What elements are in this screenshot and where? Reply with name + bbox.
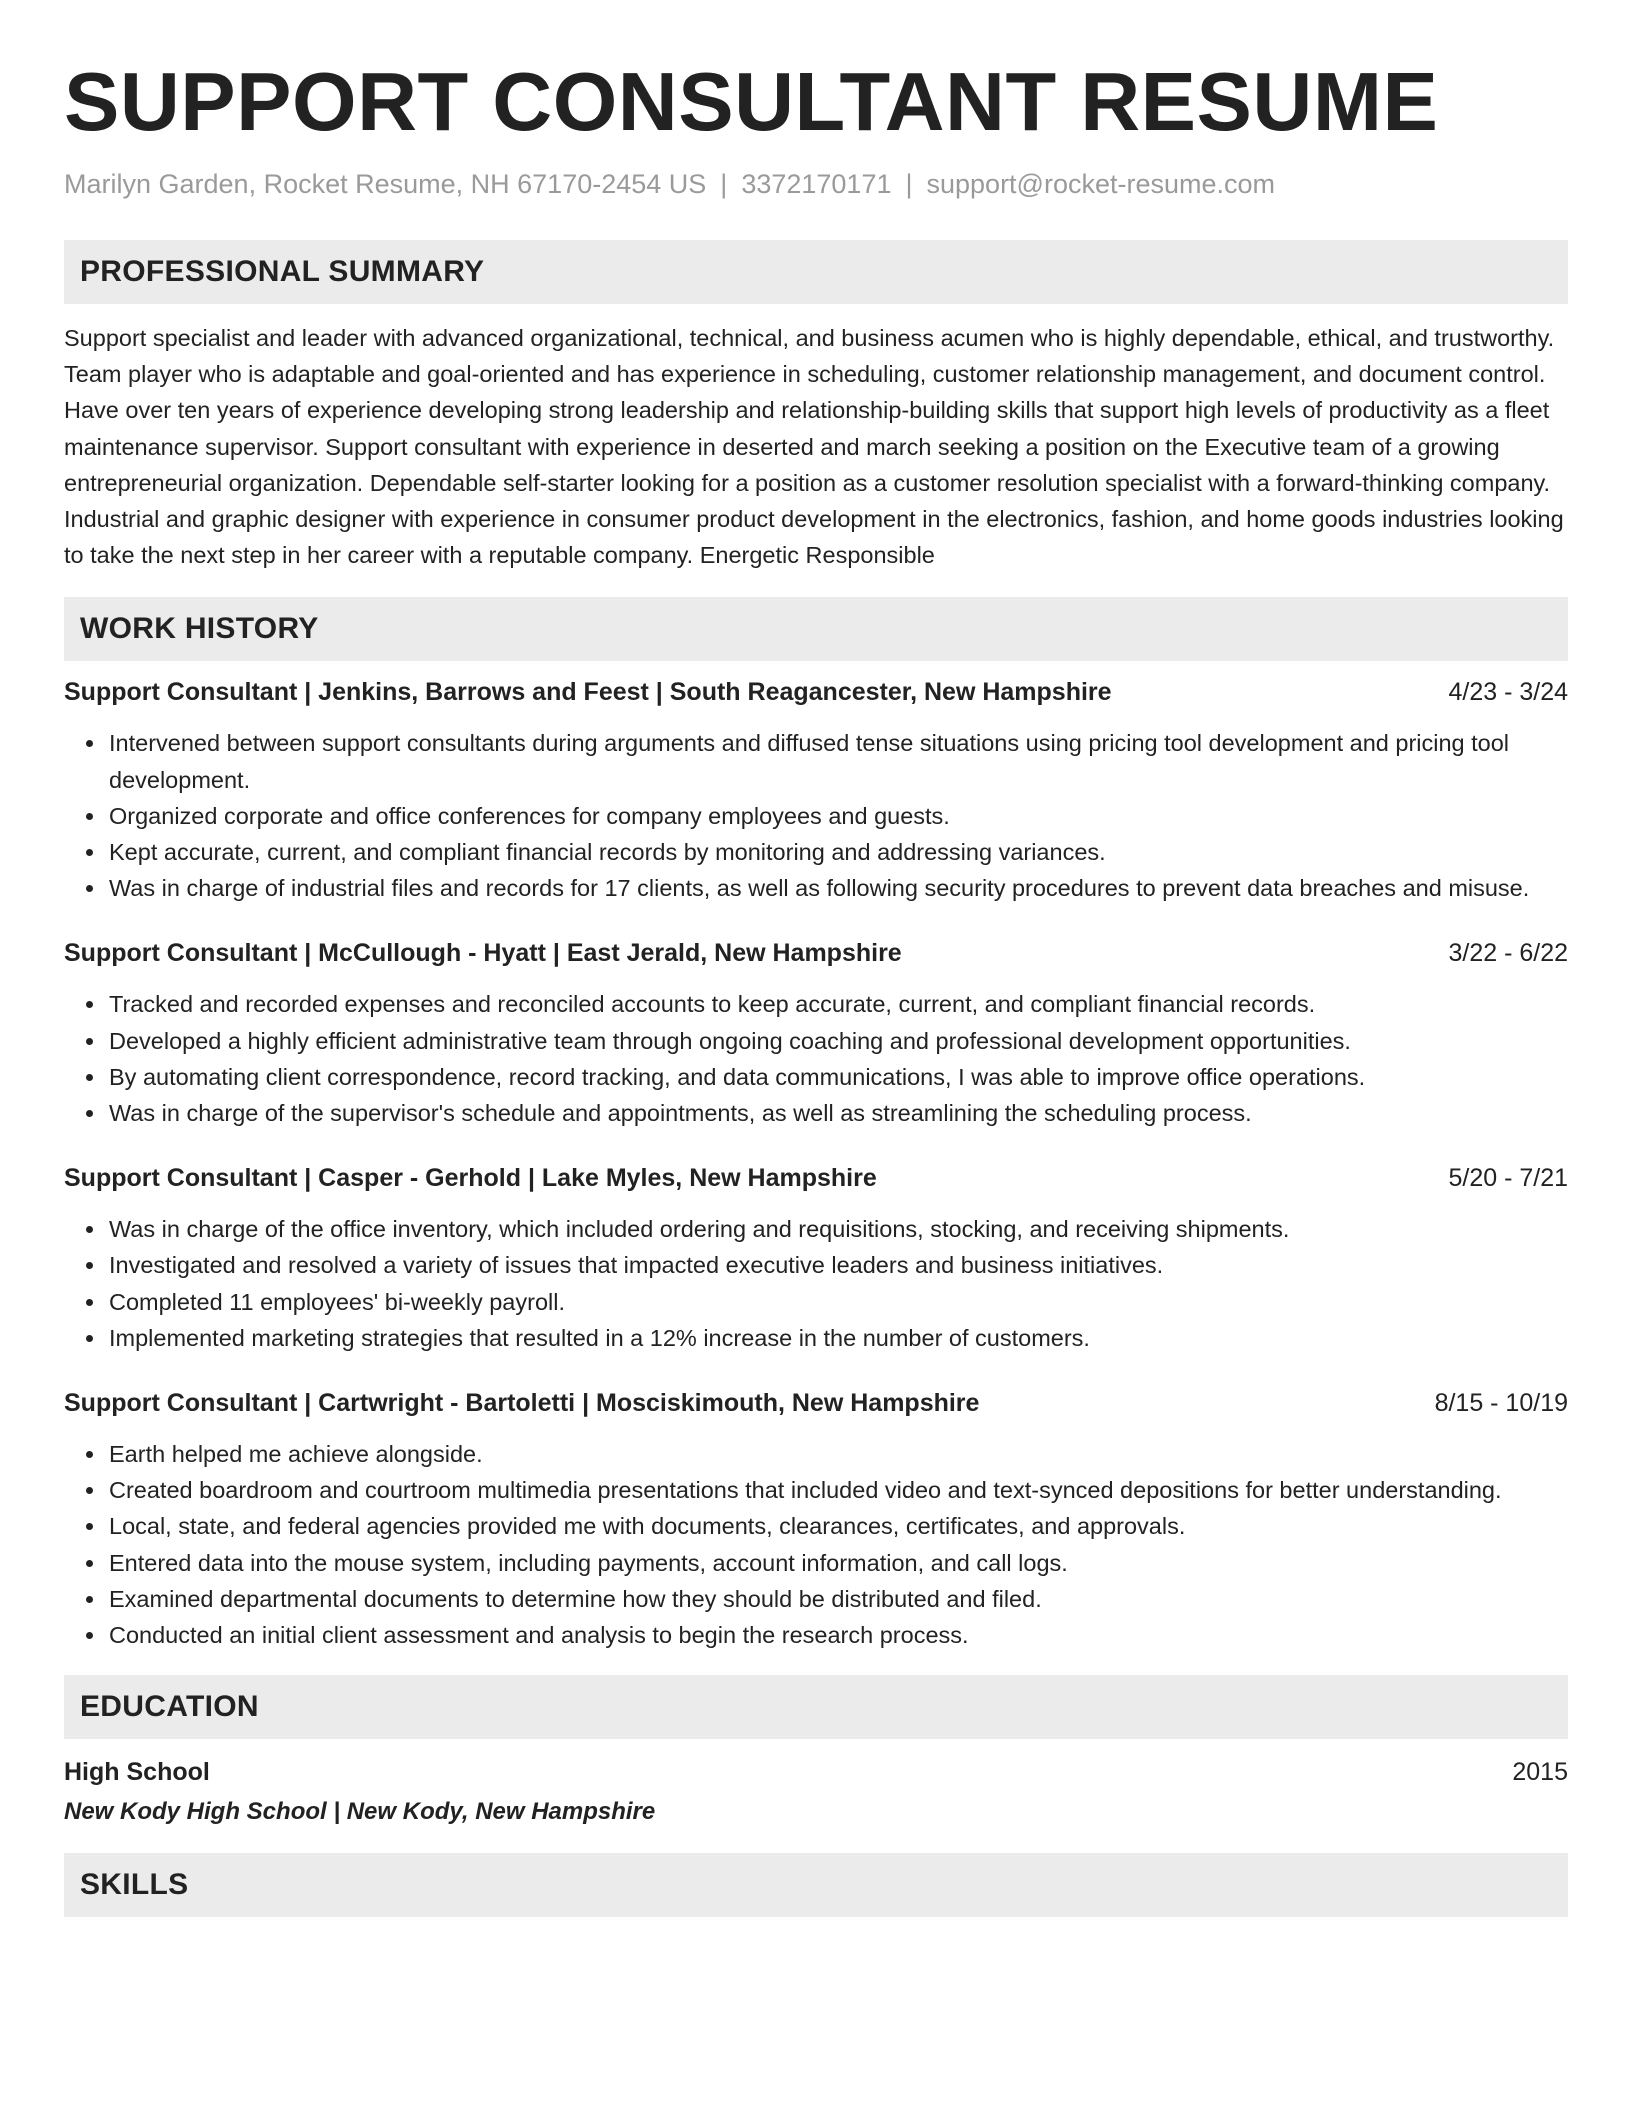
job-bullet: • Was in charge of the supervisor's schedule and appointments, as well as streamlining the scheduling process.	[107, 1095, 1568, 1131]
job-title: Support Consultant | Jenkins, Barrows and Feest | South Reagancester, New Hampshire	[64, 678, 1112, 707]
job-bullet: • Completed 11 employees' bi-weekly payroll.	[107, 1284, 1568, 1320]
job-dates: 8/15 - 10/19	[1434, 1389, 1568, 1418]
job-bullet: • By automating client correspondence, record tracking, and data communications, I was able to improve office operations.	[107, 1059, 1568, 1095]
contact-separator: |	[720, 169, 728, 199]
job-bullet: • Implemented marketing strategies that resulted in a 12% increase in the number of customers.	[107, 1320, 1568, 1356]
job-bullet-list	[64, 1436, 1568, 1653]
job-header	[64, 675, 1568, 709]
job-bullet: • Was in charge of industrial files and records for 17 clients, as well as following security procedures to prevent data breaches and misuse.	[107, 870, 1568, 906]
job-bullet: • Conducted an initial client assessment and analysis to begin the research process.	[107, 1617, 1568, 1653]
job-dates: 4/23 - 3/24	[1448, 678, 1568, 707]
section-heading-summary: PROFESSIONAL SUMMARY	[64, 240, 1568, 304]
education-header	[64, 1755, 1568, 1789]
job-entry	[64, 1386, 1568, 1653]
job-bullet-list	[64, 1211, 1568, 1356]
section-heading-work-history: WORK HISTORY	[64, 597, 1568, 661]
job-title: Support Consultant | McCullough - Hyatt | East Jerald, New Hampshire	[64, 939, 902, 968]
job-bullet-list	[64, 986, 1568, 1131]
job-bullet: • Tracked and recorded expenses and reconciled accounts to keep accurate, current, and compliant financial records.	[107, 986, 1568, 1022]
job-entry	[64, 1161, 1568, 1356]
job-title: Support Consultant | Casper - Gerhold | Lake Myles, New Hampshire	[64, 1164, 877, 1193]
job-bullet: • Developed a highly efficient administrative team through ongoing coaching and professional development opportunities.	[107, 1023, 1568, 1059]
job-bullet: • Examined departmental documents to determine how they should be distributed and filed.	[107, 1581, 1568, 1617]
contact-separator: |	[905, 169, 913, 199]
job-bullet: • Intervened between support consultants during arguments and diffused tense situations using pricing tool development and pricing tool development.	[107, 725, 1568, 797]
summary-text: Support specialist and leader with advanced organizational, technical, and business acumen who is highly dependable, ethical, and trustworthy. Team player who is adaptable and goal-oriented and has experience in scheduling, customer relationship management, and document control. Have over ten years of experience developing strong leadership and relationship-building skills that support high levels of productivity as a fleet maintenance supervisor. Support consultant with experience in deserted and march seeking a position on the Executive team of a growing entrepreneurial organization. Dependable self-starter looking for a position as a customer resolution specialist with a forward-thinking company. Industrial and graphic designer with experience in consumer product development in the electronics, fashion, and home goods industries looking to take the next step in her career with a reputable company. Energetic Responsible	[64, 325, 1564, 569]
job-bullet: • Local, state, and federal agencies provided me with documents, clearances, certificates, and approvals.	[107, 1508, 1568, 1544]
job-bullet: • Entered data into the mouse system, including payments, account information, and call logs.	[107, 1545, 1568, 1581]
job-bullet-list	[64, 725, 1568, 906]
job-header	[64, 936, 1568, 970]
section-heading-education: EDUCATION	[64, 1675, 1568, 1739]
contact-address: Marilyn Garden, Rocket Resume, NH 67170-2454 US	[64, 169, 707, 199]
job-bullet: • Earth helped me achieve alongside.	[107, 1436, 1568, 1472]
education-year: 2015	[1512, 1758, 1568, 1787]
job-bullet: • Kept accurate, current, and compliant financial records by monitoring and addressing variances.	[107, 834, 1568, 870]
education-entry	[64, 1755, 1568, 1829]
job-title: Support Consultant | Cartwright - Bartoletti | Mosciskimouth, New Hampshire	[64, 1389, 980, 1418]
contact-line	[64, 166, 1568, 202]
job-bullet: • Investigated and resolved a variety of issues that impacted executive leaders and business initiatives.	[107, 1247, 1568, 1283]
job-header	[64, 1161, 1568, 1195]
job-bullet: • Was in charge of the office inventory, which included ordering and requisitions, stocking, and receiving shipments.	[107, 1211, 1568, 1247]
section-heading-skills: SKILLS	[64, 1853, 1568, 1917]
job-bullet: • Organized corporate and office conferences for company employees and guests.	[107, 798, 1568, 834]
job-dates: 5/20 - 7/21	[1448, 1164, 1568, 1193]
job-entry	[64, 936, 1568, 1131]
resume-title: SUPPORT CONSULTANT RESUME	[64, 55, 1439, 148]
education-degree: High School	[64, 1758, 210, 1787]
contact-email: support@rocket-resume.com	[926, 169, 1276, 199]
contact-phone: 3372170171	[741, 169, 892, 199]
job-bullet: • Created boardroom and courtroom multimedia presentations that included video and text-synced depositions for better understanding.	[107, 1472, 1568, 1508]
education-school: New Kody High School | New Kody, New Hampshire	[64, 1798, 656, 1826]
job-header	[64, 1386, 1568, 1420]
job-dates: 3/22 - 6/22	[1448, 939, 1568, 968]
job-entry	[64, 675, 1568, 906]
